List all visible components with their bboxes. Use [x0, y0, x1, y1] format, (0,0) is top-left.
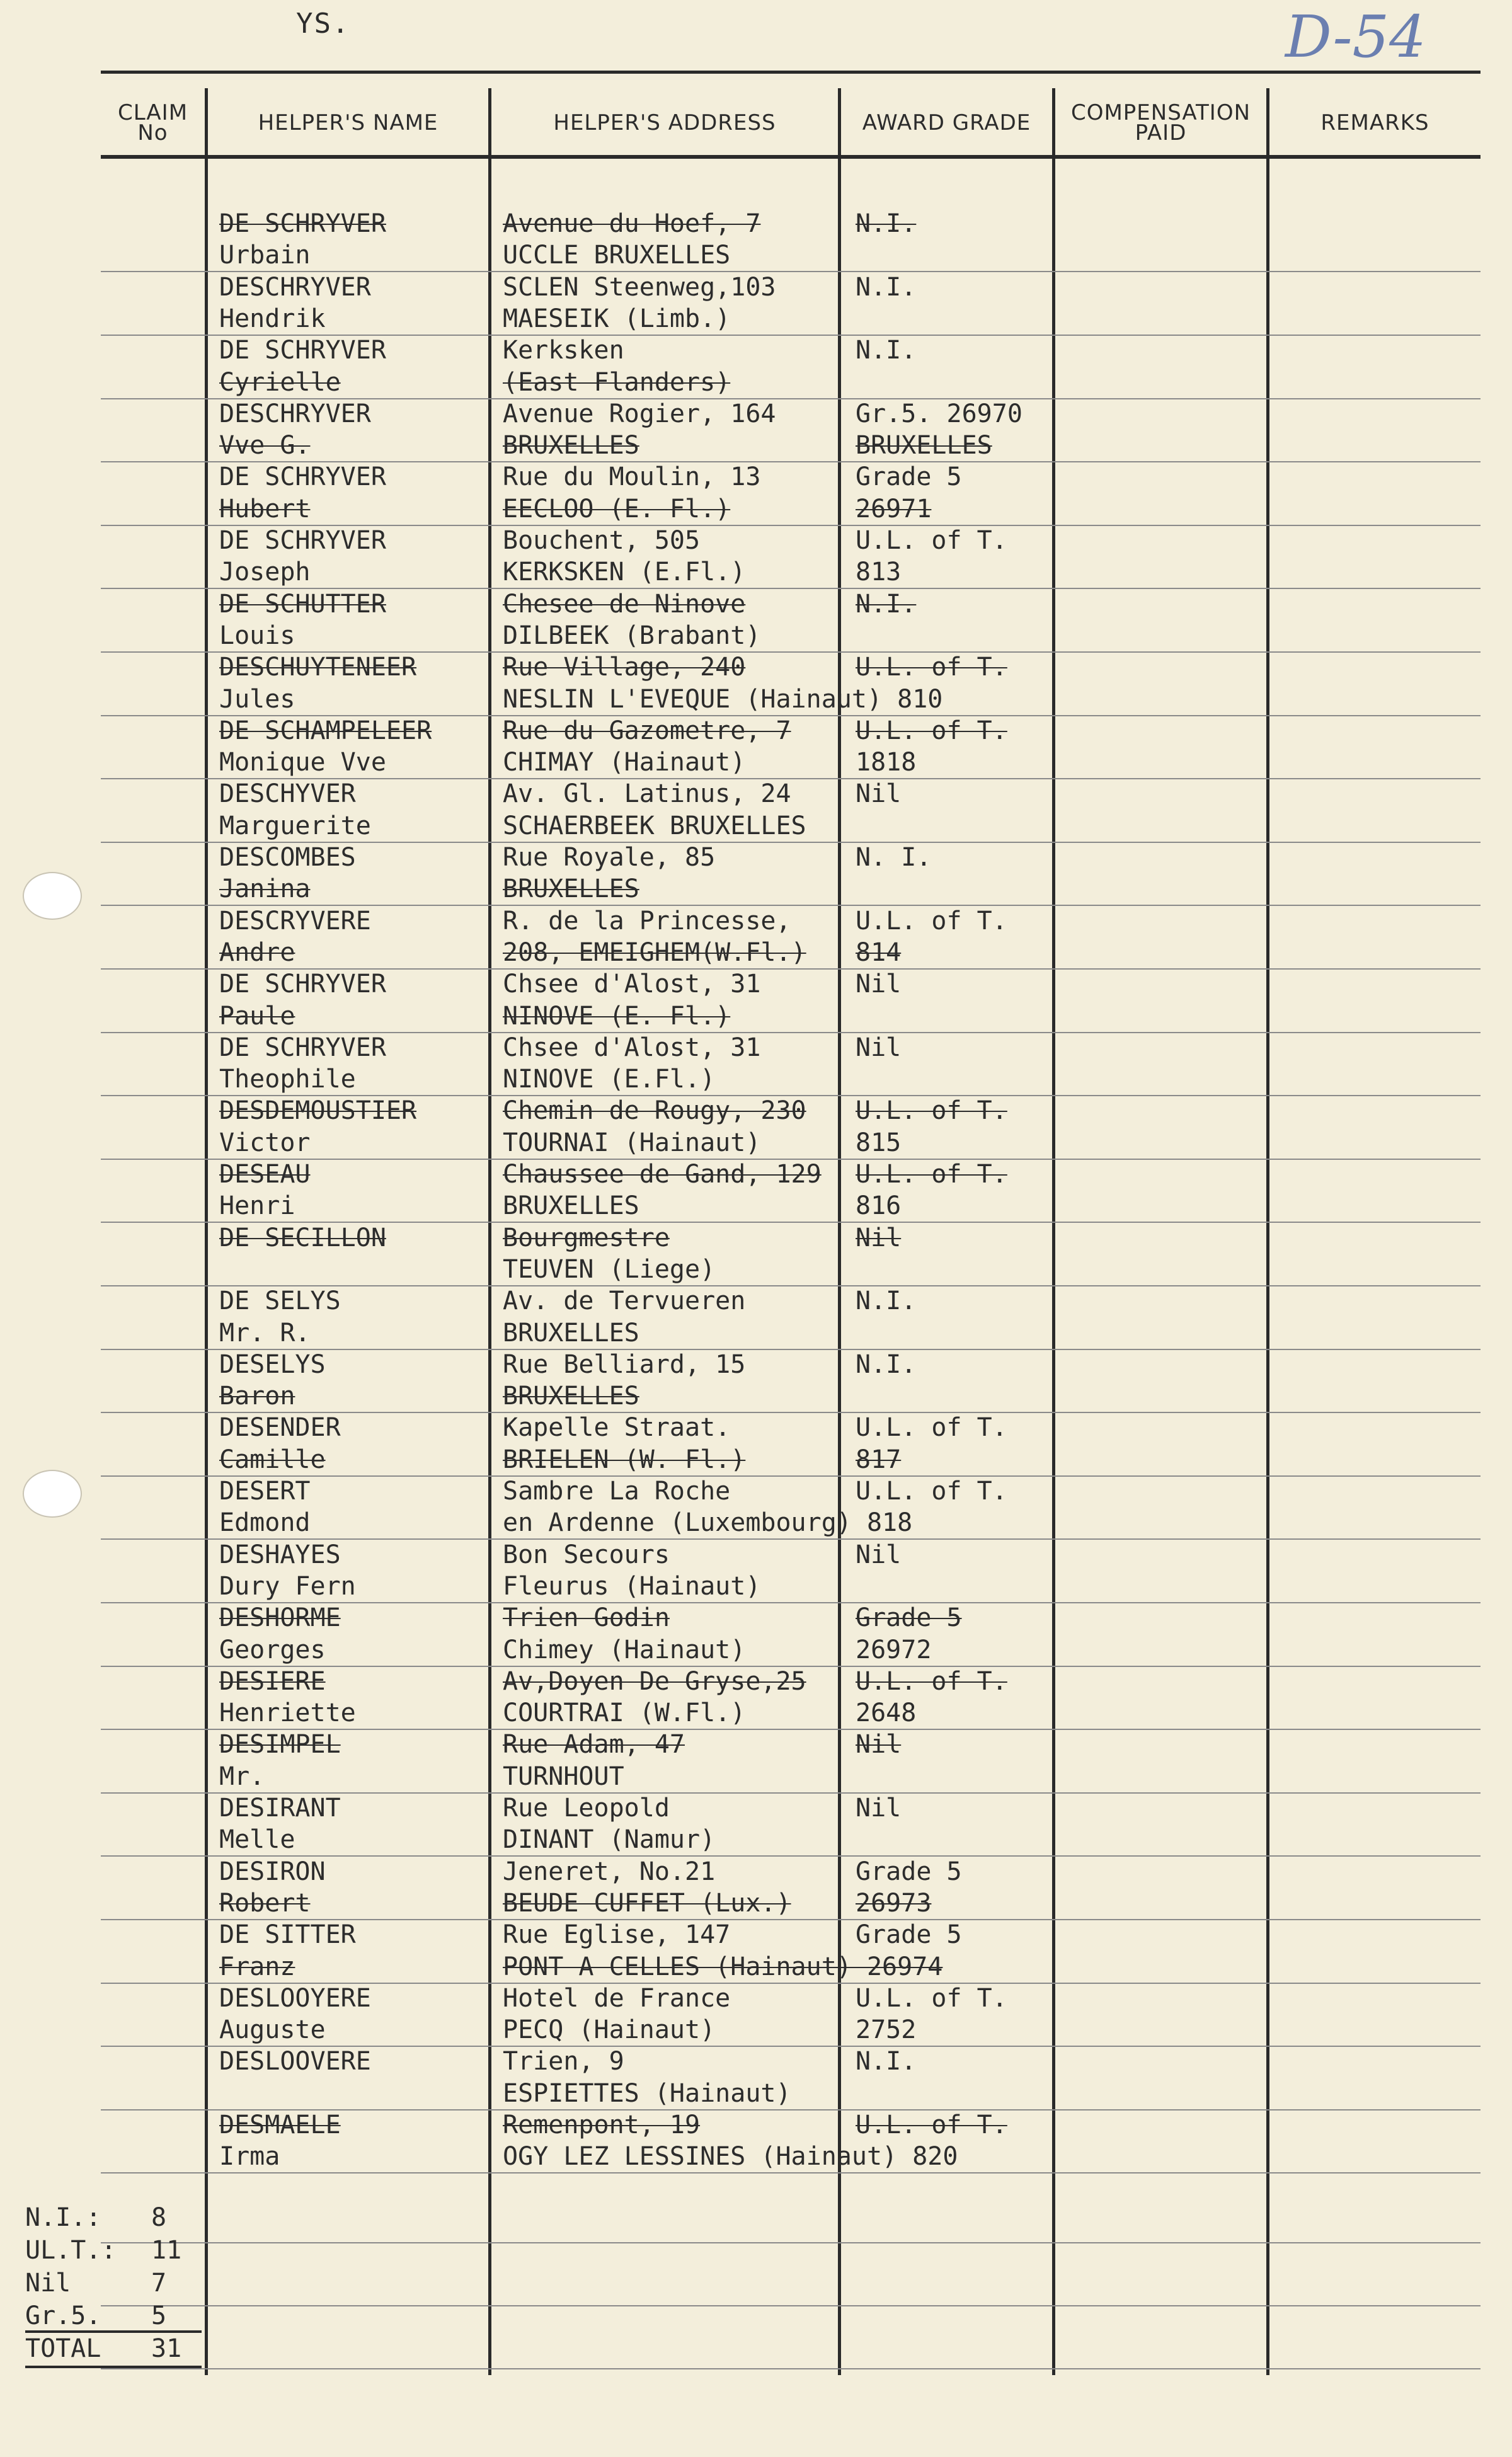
award-grade: [856, 1063, 1057, 1095]
helper-name: Franz: [219, 1952, 295, 1981]
total-value: 5: [151, 2301, 167, 2330]
award-grade: 2648: [856, 1698, 917, 1727]
helper-name: DE SCHRYVER: [219, 209, 386, 238]
award-grade: 26973: [856, 1889, 932, 1918]
award-grade: N.I.: [856, 1350, 917, 1379]
helper-address: Bon Secours: [503, 1540, 670, 1569]
helper-name: DE SCHUTTER: [219, 590, 386, 619]
helper-name: DESHORME: [219, 1603, 341, 1632]
helper-name: Edmond: [219, 1508, 311, 1537]
header-award-grade: AWARD GRADE: [862, 110, 1031, 135]
helper-address: Rue Village, 240: [503, 653, 746, 682]
helper-address: TOURNAI (Hainaut): [503, 1128, 761, 1157]
award-grade: Nil: [856, 1794, 902, 1823]
helper-address: KERKSKEN (E.Fl.): [503, 558, 746, 587]
total-rule: [25, 2366, 202, 2368]
helper-address: Chimey (Hainaut): [503, 1635, 746, 1664]
total-label: Gr.5.: [25, 2301, 101, 2330]
helper-name: Hendrik: [219, 304, 326, 333]
award-grade: 816: [856, 1191, 902, 1220]
helper-address: DINANT (Namur): [503, 1825, 716, 1854]
award-grade: [856, 620, 1057, 651]
helper-name: Jules: [219, 685, 295, 714]
helper-address: Av. de Tervueren: [503, 1286, 746, 1315]
award-grade: U.L. of T.: [856, 526, 1007, 555]
award-grade: 26971: [856, 495, 932, 524]
helper-name: Mr. R.: [219, 1319, 311, 1348]
helper-name: Auguste: [219, 2015, 326, 2044]
header-helper-name: HELPER'S NAME: [258, 110, 438, 135]
header-remarks: REMARKS: [1320, 110, 1429, 135]
helper-address: Chaussee de Gand, 129: [503, 1160, 822, 1189]
helper-name: DE SCHAMPELEER: [219, 716, 432, 745]
helper-name: [219, 2078, 484, 2109]
helper-name: Cyrielle: [219, 368, 341, 397]
award-grade: 2752: [856, 2015, 917, 2044]
award-grade: U.L. of T.: [856, 1096, 1007, 1125]
helper-name: DE SCHRYVER: [219, 526, 386, 555]
helper-name: DESIRANT: [219, 1794, 341, 1823]
helper-name: [219, 1254, 484, 1285]
award-grade: U.L. of T.: [856, 1667, 1007, 1696]
helper-address: BRUXELLES: [503, 431, 639, 460]
award-grade: Nil: [856, 970, 902, 999]
helper-address: PECQ (Hainaut): [503, 2015, 716, 2044]
award-grade: [856, 873, 1057, 905]
award-grade: N.I.: [856, 590, 917, 619]
award-grade: U.L. of T.: [856, 2110, 1007, 2139]
helper-name: DE SITTER: [219, 1920, 356, 1949]
row-rule: [101, 2305, 1480, 2306]
award-grade: Nil: [856, 779, 902, 808]
helper-name: DE SCHRYVER: [219, 970, 386, 999]
award-grade: [856, 1000, 1057, 1032]
punch-hole: [23, 1470, 82, 1518]
helper-name: Irma: [219, 2142, 280, 2171]
award-grade: U.L. of T.: [856, 716, 1007, 745]
helper-address: Sambre La Roche: [503, 1477, 731, 1506]
helper-name: Camille: [219, 1445, 326, 1474]
helper-address: Rue Leopold: [503, 1794, 670, 1823]
helper-name: DESIRON: [219, 1857, 326, 1886]
award-grade: Grade 5: [856, 1603, 962, 1632]
helper-address: NESLIN L'EVEQUE (Hainaut) 810: [503, 685, 943, 714]
award-grade: N.I.: [856, 209, 917, 238]
award-grade: Nil: [856, 1540, 902, 1569]
helper-address: DILBEEK (Brabant): [503, 621, 761, 650]
helper-address: Rue Belliard, 15: [503, 1350, 746, 1379]
helper-address: OGY LEZ LESSINES (Hainaut) 820: [503, 2142, 958, 2171]
award-grade: Grade 5: [856, 1920, 962, 1949]
helper-address: NINOVE (E.Fl.): [503, 1065, 716, 1094]
header-compensation-paid: COMPENSATION PAID: [1070, 100, 1251, 146]
helper-name: DESERT: [219, 1477, 311, 1506]
award-grade: [856, 1380, 1057, 1412]
helper-address: UCCLE BRUXELLES: [503, 241, 731, 270]
helper-address: (East Flanders): [503, 368, 731, 397]
helper-address: Avenue du Hoef, 7: [503, 209, 761, 238]
award-grade: U.L. of T.: [856, 1477, 1007, 1506]
award-grade: 815: [856, 1128, 902, 1157]
award-grade: U.L. of T.: [856, 1160, 1007, 1189]
helper-name: DESELYS: [219, 1350, 326, 1379]
helper-name: DESHAYES: [219, 1540, 341, 1569]
helper-address: Hotel de France: [503, 1984, 731, 2013]
helper-address: 208, EMEIGHEM(W.Fl.): [503, 938, 806, 967]
award-grade: [856, 1571, 1057, 1602]
helper-name: DESMAELE: [219, 2110, 341, 2139]
helper-address: BRUXELLES: [503, 1191, 639, 1220]
award-grade: U.L. of T.: [856, 907, 1007, 936]
helper-name: DESDEMOUSTIER: [219, 1096, 417, 1125]
helper-address: EECLOO (E. Fl.): [503, 495, 731, 524]
award-grade: Gr.5. 26970: [856, 399, 1022, 428]
helper-address: CHIMAY (Hainaut): [503, 748, 746, 777]
helper-name: Joseph: [219, 558, 311, 587]
helper-name: DESEAU: [219, 1160, 311, 1189]
award-grade: 1818: [856, 748, 917, 777]
helper-name: Paule: [219, 1002, 295, 1031]
header-top-rule: [101, 71, 1480, 74]
helper-name: Baron: [219, 1382, 295, 1411]
helper-address: NINOVE (E. Fl.): [503, 1002, 731, 1031]
award-grade: N. I.: [856, 843, 932, 872]
total-label: UL.T.:: [25, 2236, 117, 2265]
helper-address: TURNHOUT: [503, 1762, 624, 1791]
helper-address: Rue du Moulin, 13: [503, 462, 761, 491]
award-grade: Nil: [856, 1730, 902, 1759]
award-grade: N.I.: [856, 336, 917, 365]
helper-name: Victor: [219, 1128, 311, 1157]
helper-name: DESIMPEL: [219, 1730, 341, 1759]
row-rule: [101, 2368, 1480, 2369]
helper-address: Rue Royale, 85: [503, 843, 716, 872]
helper-address: en Ardenne (Luxembourg) 818: [503, 1508, 913, 1537]
helper-address: BRUXELLES: [503, 1382, 639, 1411]
helper-name: DE SCHRYVER: [219, 1033, 386, 1062]
award-grade: [856, 2141, 1057, 2172]
col-divider-1: [205, 88, 208, 2375]
helper-address: MAESEIK (Limb.): [503, 304, 731, 333]
award-grade: [856, 239, 1057, 271]
helper-address: Rue Eglise, 147: [503, 1920, 731, 1949]
award-grade: N.I.: [856, 1286, 917, 1315]
helper-address: Remenpont, 19: [503, 2110, 701, 2139]
helper-name: DESCOMBES: [219, 843, 356, 872]
helper-address: COURTRAI (W.Fl.): [503, 1698, 746, 1727]
award-grade: U.L. of T.: [856, 653, 1007, 682]
header-claim-no: CLAIM No: [117, 100, 188, 146]
helper-address: Chsee d'Alost, 31: [503, 1033, 761, 1062]
helper-name: Dury Fern: [219, 1572, 356, 1601]
award-grade: [856, 303, 1057, 335]
helper-name: Georges: [219, 1635, 326, 1664]
helper-name: DE SELYS: [219, 1286, 341, 1315]
award-grade: [856, 367, 1057, 398]
award-grade: N.I.: [856, 2047, 917, 2076]
helper-address: BRUXELLES: [503, 874, 639, 903]
corner-tag: YS.: [296, 8, 350, 40]
row-rule: [101, 2242, 1480, 2243]
helper-address: SCHAERBEEK BRUXELLES: [503, 811, 806, 840]
helper-address: Kapelle Straat.: [503, 1413, 731, 1442]
helper-name: Robert: [219, 1889, 311, 1918]
helper-address: R. de la Princesse,: [503, 907, 791, 936]
award-grade: [856, 1951, 1057, 1983]
helper-name: DESLOOYERE: [219, 1984, 371, 2013]
helper-address: TEUVEN (Liege): [503, 1255, 716, 1284]
total-label: N.I.:: [25, 2203, 101, 2232]
helper-name: DESCHUYTENEER: [219, 653, 417, 682]
helper-name: DESCHRYVER: [219, 399, 371, 428]
award-grade: [856, 810, 1057, 842]
award-grade: N.I.: [856, 273, 917, 302]
helper-address: BRUXELLES: [503, 1319, 639, 1348]
helper-name: Vve G.: [219, 431, 311, 460]
total-value: 11: [151, 2236, 182, 2265]
award-grade: [856, 684, 1057, 715]
helper-name: Hubert: [219, 495, 311, 524]
header-helper-address: HELPER'S ADDRESS: [553, 110, 776, 135]
helper-name: Mr.: [219, 1762, 265, 1791]
helper-address: Jeneret, No.21: [503, 1857, 716, 1886]
award-grade: 814: [856, 938, 902, 967]
helper-name: Henriette: [219, 1698, 356, 1727]
helper-address: Rue Adam, 47: [503, 1730, 685, 1759]
helper-name: Melle: [219, 1825, 295, 1854]
helper-name: DE SCHRYVER: [219, 462, 386, 491]
award-grade: U.L. of T.: [856, 1413, 1007, 1442]
helper-address: Kerksken: [503, 336, 624, 365]
award-grade: [856, 1507, 1057, 1538]
helper-name: Theophile: [219, 1065, 356, 1094]
helper-name: Henri: [219, 1191, 295, 1220]
award-grade: BRUXELLES: [856, 431, 992, 460]
helper-address: PONT A CELLES (Hainaut) 26974: [503, 1952, 943, 1981]
helper-address: Fleurus (Hainaut): [503, 1572, 761, 1601]
helper-address: Av,Doyen De Gryse,25: [503, 1667, 806, 1696]
helper-name: DE SCHRYVER: [219, 336, 386, 365]
row-rule: [101, 2172, 1480, 2174]
helper-address: Chesee de Ninove: [503, 590, 746, 619]
helper-address: Trien, 9: [503, 2047, 624, 2076]
award-grade: 813: [856, 558, 902, 587]
helper-address: SCLEN Steenweg,103: [503, 273, 776, 302]
helper-address: ESPIETTES (Hainaut): [503, 2079, 791, 2108]
award-grade: Nil: [856, 1033, 902, 1062]
helper-name: DESIERE: [219, 1667, 326, 1696]
helper-name: DESENDER: [219, 1413, 341, 1442]
total-value: 7: [151, 2269, 167, 2298]
helper-name: DESCHYVER: [219, 779, 356, 808]
award-grade: Grade 5: [856, 1857, 962, 1886]
handwritten-code: D-54: [1285, 3, 1426, 71]
total-label: TOTAL: [25, 2334, 101, 2363]
helper-address: Chemin de Rougy, 230: [503, 1096, 806, 1125]
award-grade: 26972: [856, 1635, 932, 1664]
helper-name: Janina: [219, 874, 311, 903]
helper-name: Monique Vve: [219, 748, 386, 777]
helper-address: Avenue Rogier, 164: [503, 399, 776, 428]
helper-name: DESLOOVERE: [219, 2047, 371, 2076]
helper-name: DESCHRYVER: [219, 273, 371, 302]
helper-address: Av. Gl. Latinus, 24: [503, 779, 791, 808]
helper-address: Rue du Gazometre, 7: [503, 716, 791, 745]
helper-name: Urbain: [219, 241, 311, 270]
helper-address: Trien Godin: [503, 1603, 670, 1632]
award-grade: [856, 1254, 1057, 1285]
col-divider-5: [1266, 88, 1269, 2375]
helper-address: BEUDE CUFFET (Lux.): [503, 1889, 791, 1918]
helper-name: DE SECILLON: [219, 1223, 386, 1252]
award-grade: U.L. of T.: [856, 1984, 1007, 2013]
helper-name: Andre: [219, 938, 295, 967]
total-value: 31: [151, 2334, 182, 2363]
total-value: 8: [151, 2203, 167, 2232]
award-grade: [856, 2078, 1057, 2109]
total-label: Nil: [25, 2269, 71, 2298]
award-grade: Grade 5: [856, 462, 962, 491]
helper-address: Bourgmestre: [503, 1223, 670, 1252]
award-grade: 817: [856, 1445, 902, 1474]
helper-address: BRIELEN (W. Fl.): [503, 1445, 746, 1474]
award-grade: [856, 1317, 1057, 1349]
punch-hole: [23, 872, 82, 920]
col-divider-2: [488, 88, 491, 2375]
award-grade: [856, 1761, 1057, 1792]
helper-name: Marguerite: [219, 811, 371, 840]
helper-address: Bouchent, 505: [503, 526, 701, 555]
helper-address: Chsee d'Alost, 31: [503, 970, 761, 999]
award-grade: [856, 1824, 1057, 1855]
helper-name: DESCRYVERE: [219, 907, 371, 936]
helper-name: Louis: [219, 621, 295, 650]
award-grade: Nil: [856, 1223, 902, 1252]
header-bottom-rule: [101, 155, 1480, 159]
total-rule: [25, 2330, 202, 2333]
